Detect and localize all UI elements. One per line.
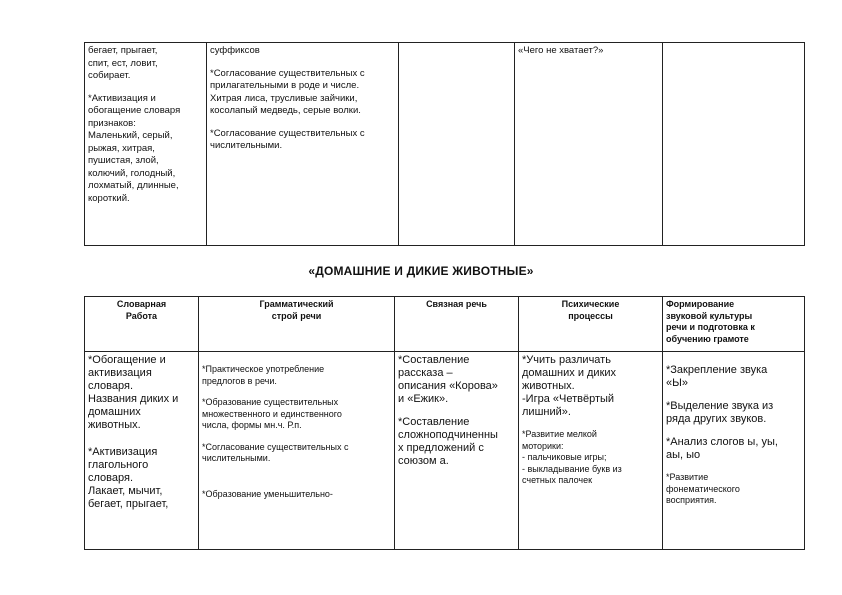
speech-description-text: *Составление рассказа – описания «Корова» и «Ежик». — [398, 354, 498, 405]
grammar-suffix-text: суффиксов — [210, 45, 260, 56]
sound-culture-cell — [663, 43, 805, 246]
syllable-analysis-text: *Анализ слогов ы, уы, аы, ыо — [666, 436, 778, 461]
speech-complex-sentences-text: *Составление сложноподчиненны х предложений с союзом а. — [398, 416, 498, 467]
grammar-numerals-text: *Согласование существительных с числительными. — [210, 127, 365, 151]
vocabulary-verbs-text: бегает, прыгает, спит, ест, ловит, собирает. — [88, 45, 158, 81]
vocabulary-verbs-text: *Активизация глагольного словаря. Лакает, мычит, бегает, прыгает, — [88, 446, 169, 510]
vocabulary-cell — [85, 43, 207, 246]
grammar-agreement-text: *Согласование существительных с прилагательными в роде и числе. Хитрая лиса, трусливые зайчики, косолапый медведь, серые волки. — [210, 67, 365, 116]
grammar-numerals-text: *Согласование существительных с числительными. — [202, 441, 349, 463]
header-vocabulary: Словарная Работа — [85, 297, 199, 352]
header-grammar: Грамматический строй речи — [199, 297, 395, 352]
vocabulary-cell — [85, 352, 199, 550]
vocabulary-adjectives-text: *Активизация и обогащение словаря признаков: Маленький, серый, рыжая, хитрая, пушистая, злой, колючий, голодный, лохматый, длинные, короткий. — [88, 92, 181, 204]
game-name-text: «Чего не хватает?» — [518, 45, 604, 56]
grammar-cell — [199, 352, 395, 550]
mental-distinguish-text: *Учить различать домашних и диких животных. -Игра «Четвёртый лишний». — [522, 354, 617, 418]
animals-table — [84, 296, 805, 550]
grammar-plural-text: *Образование существительных множественного и единственного числа, формы мн.ч. Р.п. — [202, 397, 342, 430]
header-connected-speech: Связная речь — [395, 297, 519, 352]
grammar-diminutive-text: *Образование уменьшительно- — [202, 488, 333, 499]
grammar-prepositions-text: *Практическое употребление предлогов в речи. — [202, 364, 325, 386]
mental-motor-skills-text: *Развитие мелкой моторики: - пальчиковые игры; - выкладывание букв из счетных палочек — [522, 429, 622, 485]
header-sound-culture: Формирование звуковой культуры речи и подготовка к обучению грамоте — [663, 297, 805, 352]
mental-processes-cell — [515, 43, 663, 246]
continuation-table — [84, 42, 805, 246]
section-title: «ДОМАШНИЕ И ДИКИЕ ЖИВОТНЫЕ» — [308, 264, 534, 278]
sound-isolation-text: *Выделение звука из ряда других звуков. — [666, 400, 774, 425]
table-row — [85, 43, 805, 246]
grammar-cell — [207, 43, 399, 246]
vocabulary-enrichment-text: *Обогащение и активизация словаря. Названия диких и домашних животных. — [88, 354, 179, 431]
header-mental-processes: Психические процессы — [519, 297, 663, 352]
sound-consolidation-text: *Закрепление звука «Ы» — [666, 364, 768, 389]
header-row — [85, 297, 805, 352]
phonemic-perception-text: *Развитие фонематического восприятия. — [666, 472, 740, 505]
sound-culture-cell — [663, 352, 805, 550]
speech-cell — [399, 43, 515, 246]
table-row — [85, 352, 805, 550]
connected-speech-cell — [395, 352, 519, 550]
mental-processes-cell — [519, 352, 663, 550]
